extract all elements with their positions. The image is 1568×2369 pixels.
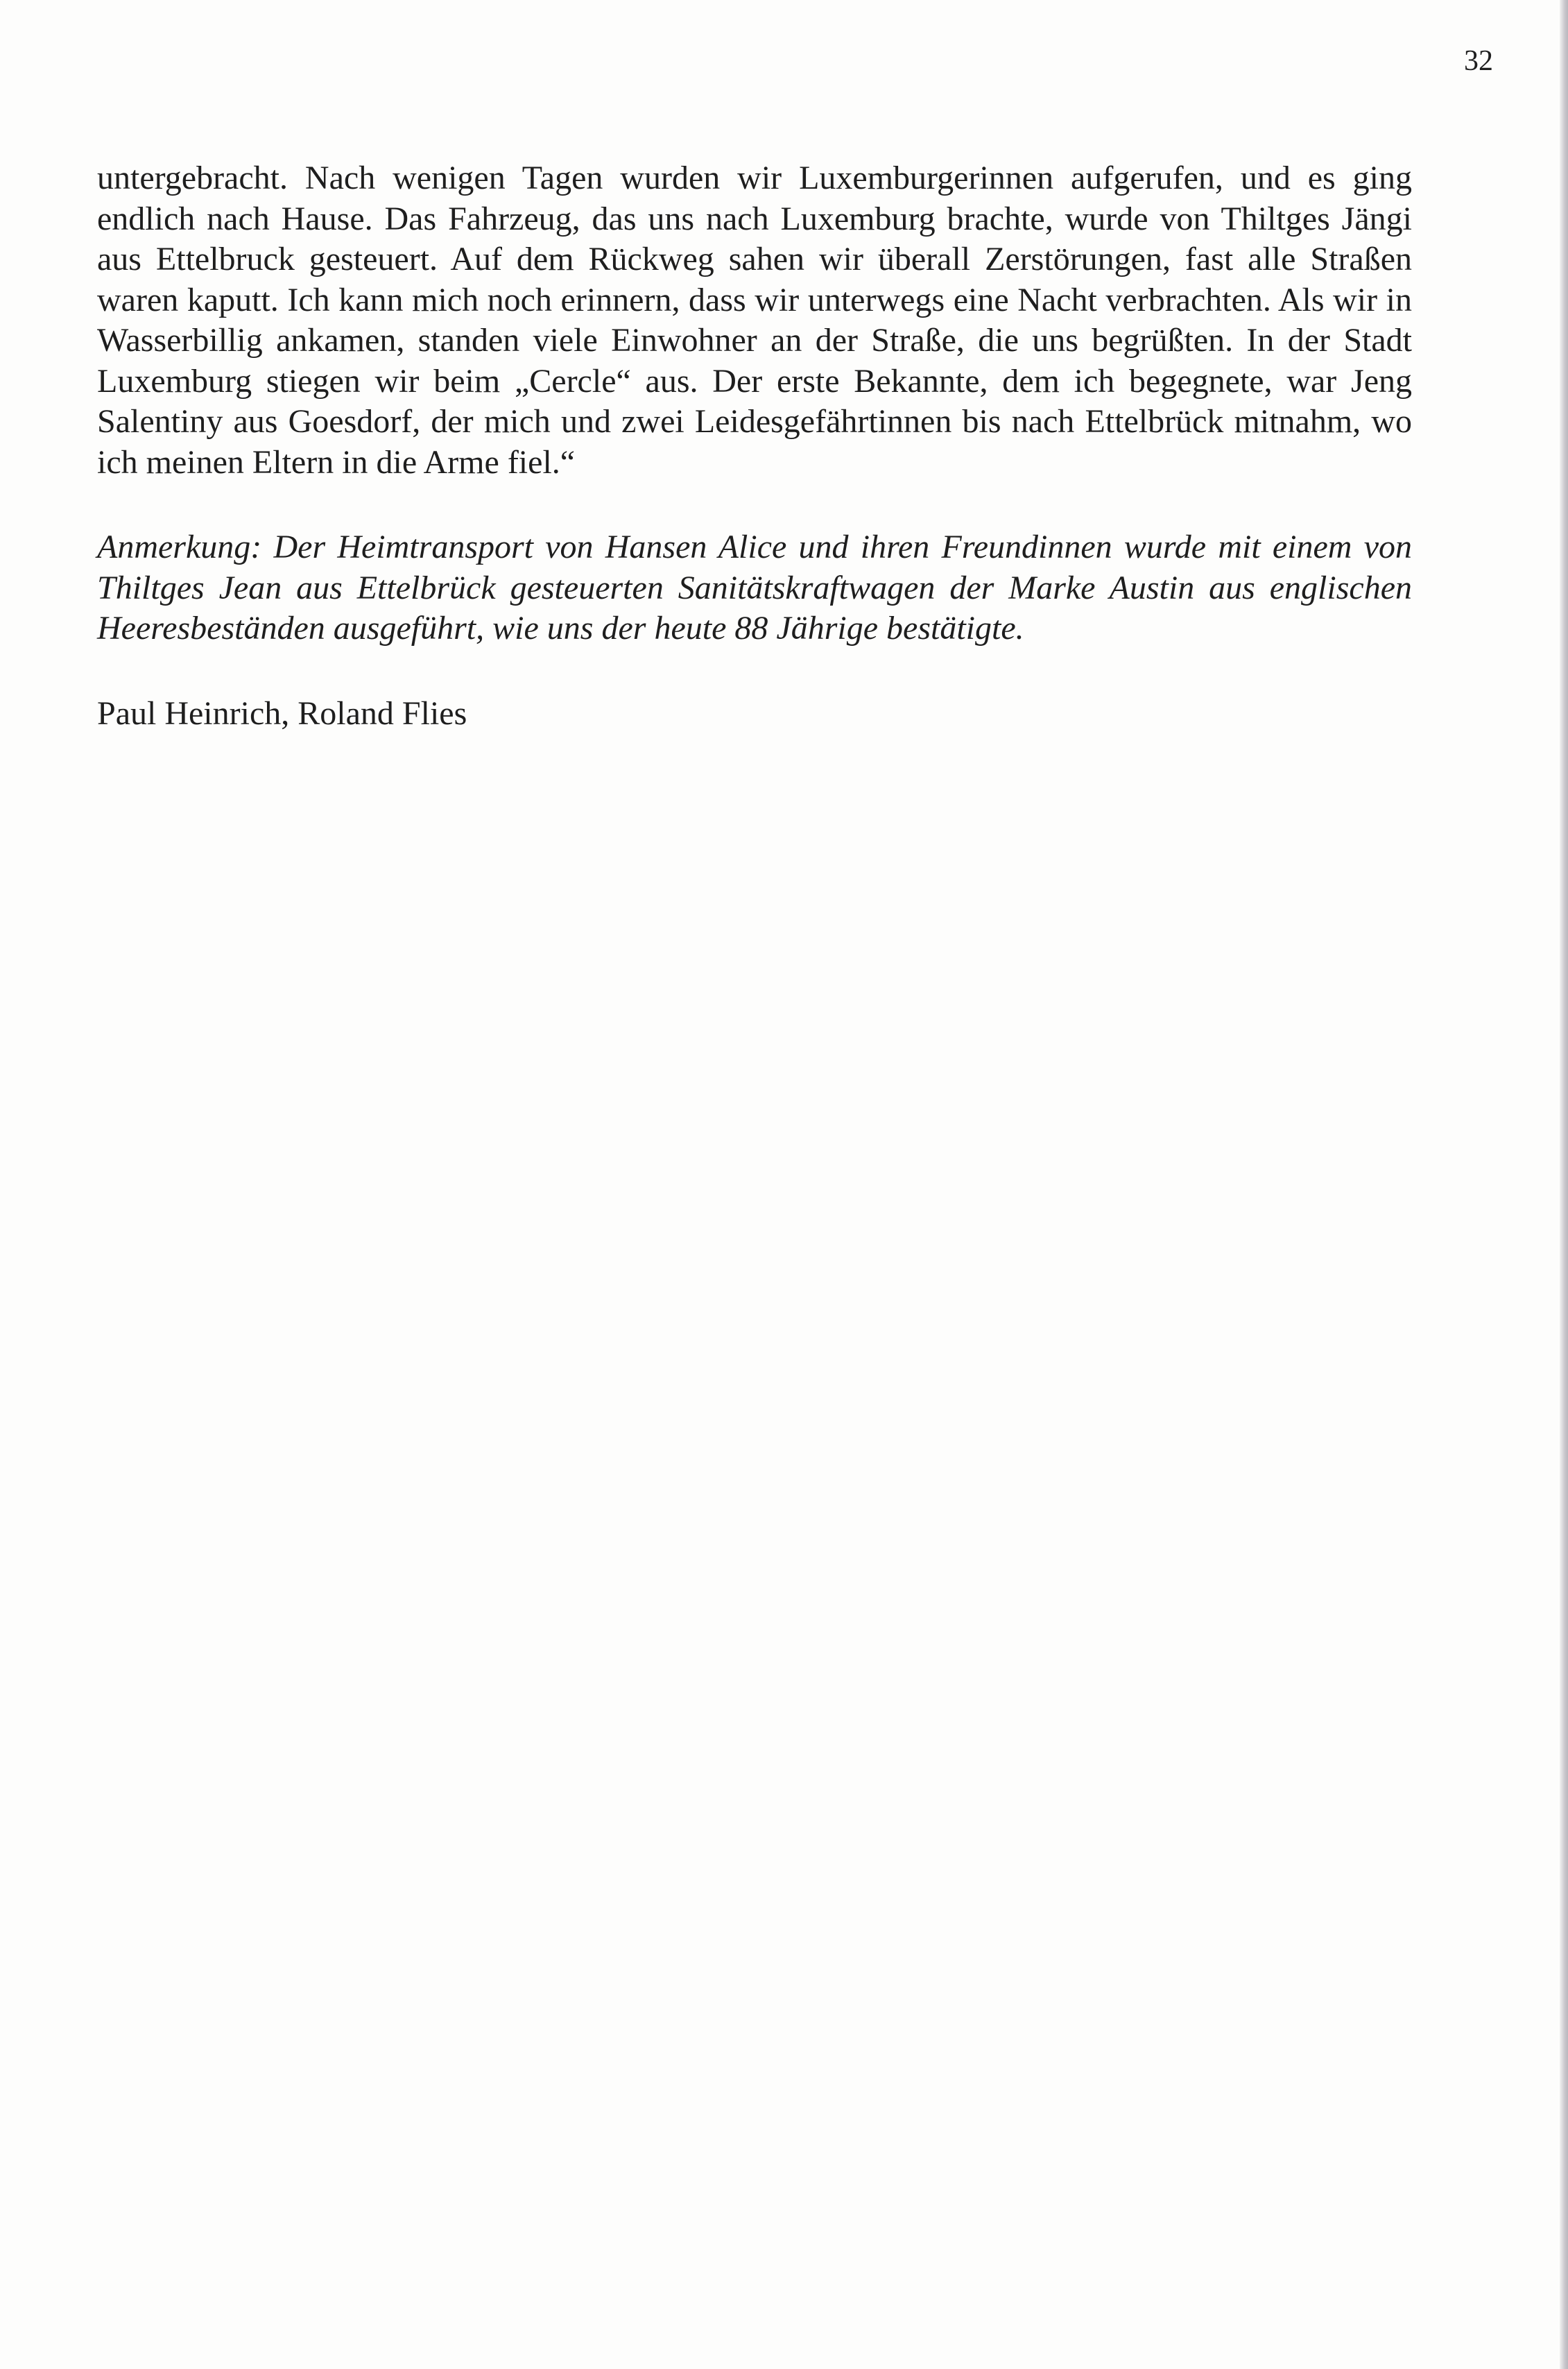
authors-line: Paul Heinrich, Roland Flies (97, 694, 467, 732)
main-paragraph: untergebracht. Nach wenigen Tagen wurden wir Luxemburgerinnen aufgerufen, und es ging endlich nach Hause. Das Fahrzeug, das uns nach Luxemburg brachte, wurde von Thiltges Jängi aus Ettelbruck gesteuert. Auf dem Rückweg sahen wir überall Zerstörungen, fast alle Straßen waren kaputt. Ich kann mich noch erinnern, dass wir unterwegs eine Nacht verbrachten. Als wir in Wasserbillig ankamen, standen viele Einwohner an der Straße, die uns begrüßten. In der Stadt Luxemburg stiegen wir beim „Cercle“ aus. Der erste Bekannte, dem ich begegnete, war Jeng Salentiny aus Goesdorf, der mich und zwei Leidesgefährtinnen bis nach Ettelbrück mitnahm, wo ich meinen Eltern in die Arme fiel.“ (97, 160, 1412, 481)
note-paragraph: Anmerkung: Der Heimtransport von Hansen Alice und ihren Freundinnen wurde mit einem von Thiltges Jean aus Ettelbrück gesteuerten Sanitätskraftwagen der Marke Austin aus englischen Heeresbeständen ausgeführt, wie uns der heute 88 Jährige bestätigte. (97, 529, 1412, 647)
page-number: 32 (1464, 45, 1493, 77)
text-body (97, 158, 1412, 734)
page-edge (1560, 0, 1568, 2369)
